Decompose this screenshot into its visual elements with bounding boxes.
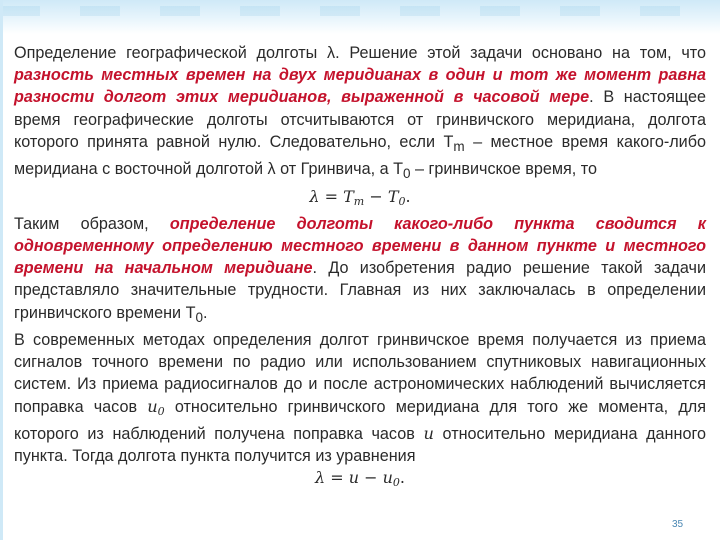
highlight-conclusion: определение долготы какого-либо пункта сводится к одновременному определению местного времени в данном пункте и местного времени на начальном меридиане [14,214,706,278]
variable-u: u [423,423,434,443]
formula-operator: − [364,186,388,206]
formula-symbol: T [387,186,399,206]
text-span: Таким образом, [14,214,170,233]
formula-symbol: λ [314,468,326,488]
variable-symbol: u [147,396,158,416]
text-span: В современных методах определения долгот гринвичское время получается из приема сигналов точного времени по радио или использованием спутниковых навигационных систем. Из приема радиосигналов до и после астрономических наблюдений вычисляется поправка часов [14,330,706,416]
formula-operator: − [359,468,383,488]
text-span: относительно меридиана данного пункта. Тогда долгота пункта получится из уравнения [14,424,706,465]
subscript: 0 [195,309,203,325]
formula-symbol: λ [309,186,320,206]
text-span: . До изобретения радио решение такой задачи представляло значительные трудности. Главная из них заключалась в определении гринвичского времени T [14,259,706,322]
formula-operator: = [325,468,349,488]
formula-symbol: T [343,186,354,206]
variable-u0 [147,397,164,416]
subscript: 0 [402,166,411,182]
formula-subscript: 0 [398,194,406,208]
slide-content [14,42,706,494]
text-span: – гринвичское время, то [410,160,598,179]
variable-subscript: 0 [157,404,165,418]
top-decorative-band [0,0,720,34]
left-decorative-rule [0,0,3,540]
text-span: . [203,303,208,322]
text-span: относительно гринвичского меридиана для того же момента, для которого из наблюдений получена поправка часов [14,397,706,443]
formula-lambda-tm-t0 [14,186,706,213]
formula-symbol: u [382,468,393,488]
formula-lambda-u-u0 [14,467,706,494]
text-span: . В настоящее время географические долготы отсчитываются от гринвичского меридиана, долгота которого принята равной нулю. Следовательно, если T [14,88,706,151]
paragraph-conclusion [14,213,706,329]
text-span: – местное время какого-либо меридиана с восточной долготой λ от Гринвича, а T [14,132,706,179]
text-span: Определение географической долготы λ. Решение этой задачи основано на том, что [14,44,706,62]
page-number: 35 [672,519,684,530]
formula-symbol: u [348,468,360,488]
formula-subscript: m [353,194,365,208]
formula-subscript: 0 [392,476,400,490]
highlight-principle: разность местных времен на двух меридианах в один и тот же момент равна разности долгот этих меридианов, выраженной в часовой мере [14,66,706,107]
paragraph-modern-methods [14,329,706,467]
subscript: m [453,139,465,155]
formula-operator: = [319,186,344,206]
formula-operator: . [399,468,405,488]
paragraph-longitude-definition [14,42,706,186]
formula-operator: . [405,186,411,206]
